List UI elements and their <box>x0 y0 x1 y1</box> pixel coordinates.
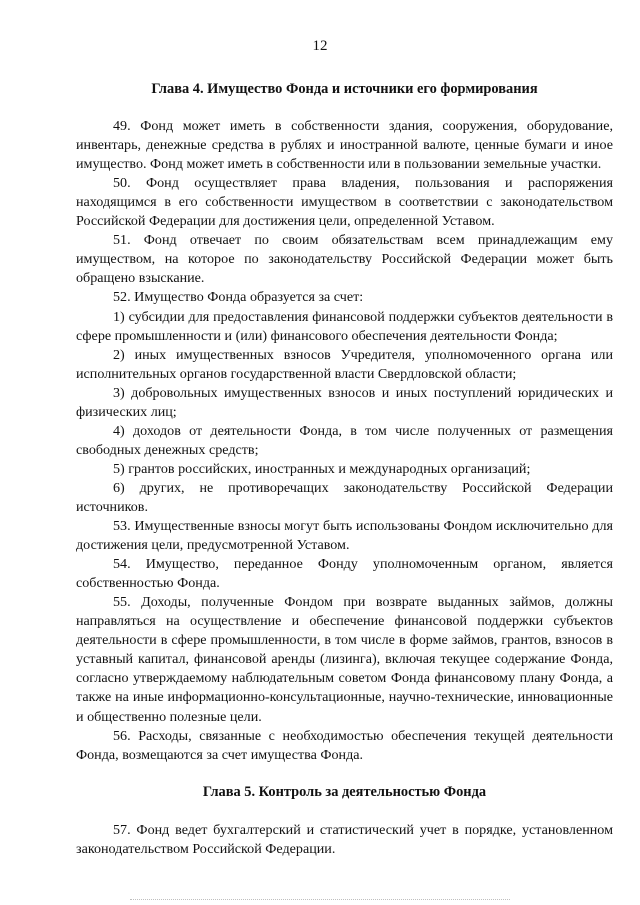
document-body <box>76 80 613 859</box>
list-item-52-2: 2) иных имущественных взносов Учредителя, уполномоченного органа или исполнительных органов государственной власти Свердловской области; <box>76 346 613 382</box>
paragraph-55: 55. Доходы, полученные Фондом при возврате выданных займов, должны направляться на осуществление и обеспечение финансовой поддержки субъектов деятельности в сфере промышленности, в том числе в форме займов, грантов, взносов в уставный капитал, финансовой аренды (лизинга), включая текущее содержание Фонда, согласно утверждаемому наблюдательным советом Фонда финансовому плану Фонда, а также на иные информационно-консультационные, научно-технические, инновационные и общественно полезные цели. <box>76 594 613 725</box>
list-item-52-3: 3) добровольных имущественных взносов и иных поступлений юридических и физических лиц; <box>76 384 613 420</box>
list-item-52-6: 6) других, не противоречащих законодательству Российской Федерации источников. <box>76 479 613 515</box>
chapter-5-heading: Глава 5. Контроль за деятельностью Фонда <box>202 783 487 800</box>
paragraph-49: 49. Фонд может иметь в собственности здания, сооружения, оборудование, инвентарь, денежные средства в рублях и иностранной валюте, ценные бумаги и иное имущество. Фонд может иметь в собственности или в пользовании земельные участки. <box>76 118 613 173</box>
scan-edge-divider <box>130 899 510 900</box>
list-item-52-1: 1) субсидии для предоставления финансовой поддержки субъектов деятельности в сфере промышленности и (или) финансового обеспечения деятельности Фонда; <box>76 308 613 344</box>
paragraph-56: 56. Расходы, связанные с необходимостью обеспечения текущей деятельности Фонда, возмещаются за счет имущества Фонда. <box>76 727 613 763</box>
paragraph-54: 54. Имущество, переданное Фонду уполномоченным органом, является собственностью Фонда. <box>76 556 613 592</box>
paragraph-50: 50. Фонд осуществляет права владения, пользования и распоряжения находящимся в его собственности имуществом в соответствии с законодательством Российской Федерации для достижения цели, определенной Уставом. <box>76 175 613 230</box>
paragraph-52: 52. Имущество Фонда образуется за счет: <box>113 289 364 306</box>
paragraph-57: 57. Фонд ведет бухгалтерский и статистический учет в порядке, установленном законодательством Российской Федерации. <box>76 821 613 857</box>
list-item-52-4: 4) доходов от деятельности Фонда, в том числе полученных от размещения свободных денежных средств; <box>76 422 613 458</box>
paragraph-51: 51. Фонд отвечает по своим обязательствам всем принадлежащим ему имуществом, на которое по законодательству Российской Федерации может быть обращено взыскание. <box>76 232 613 287</box>
list-item-52-5: 5) грантов российских, иностранных и международных организаций; <box>113 460 531 477</box>
paragraph-53: 53. Имущественные взносы могут быть использованы Фондом исключительно для достижения цели, предусмотренной Уставом. <box>76 518 613 554</box>
chapter-4-heading: Глава 4. Имущество Фонда и источники его формирования <box>151 81 538 97</box>
page-number: 12 <box>312 38 328 54</box>
